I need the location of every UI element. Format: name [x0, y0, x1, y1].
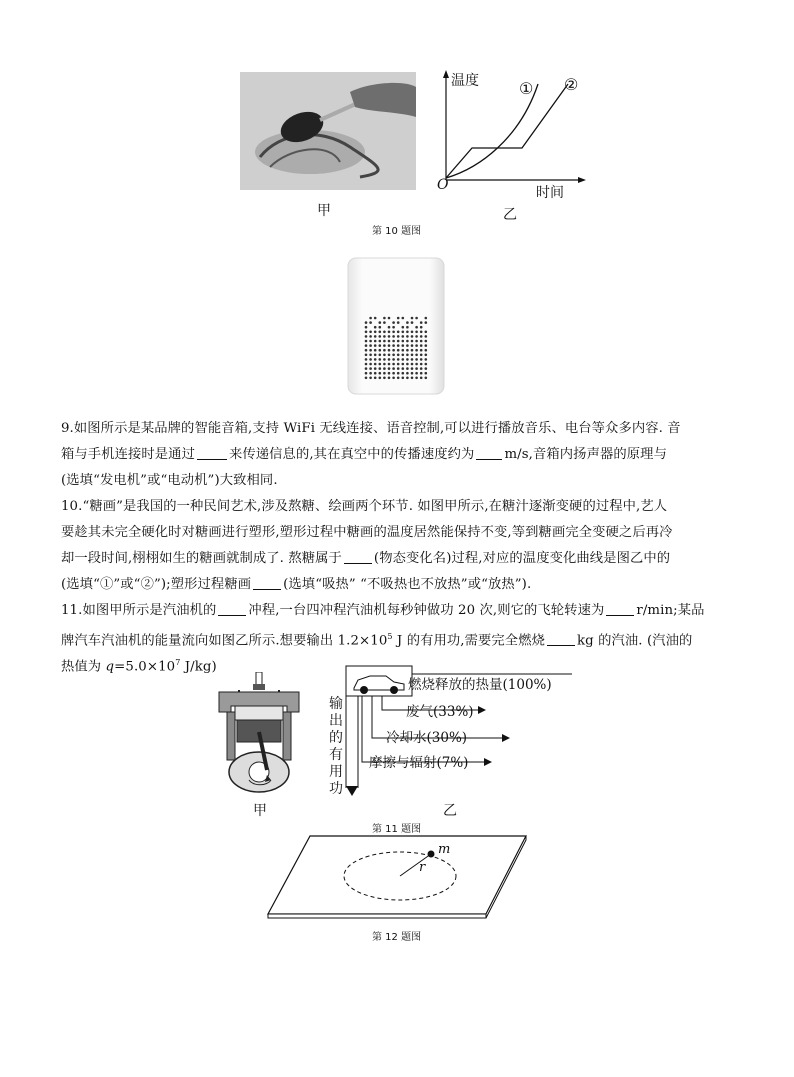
- q11-line1: [61, 598, 741, 624]
- curve-1-label: ①: [519, 79, 534, 98]
- q10-text-1: 10.“糖画”是我国的一种民间艺术,涉及熬糖、绘画两个环节. 如图甲所示,在糖汁逐渐变硬的过程中,艺人: [61, 499, 668, 514]
- q11-q-symbol: q: [105, 659, 115, 675]
- q10-line1: [61, 494, 741, 520]
- curve-2: [446, 84, 568, 178]
- smart-speaker-image: [346, 256, 446, 396]
- output-char: 功: [329, 781, 343, 797]
- axis-y-label: 温度: [451, 73, 479, 89]
- q9-line2: [61, 442, 741, 468]
- q11-exp-7: 7: [175, 658, 181, 667]
- fig10-yi-label: 乙: [503, 207, 517, 223]
- q11-text-2a: 牌汽车汽油机的能量流向如图乙所示.想要输出 1.2×10: [61, 633, 388, 649]
- cooling-label: 冷却水(30%): [386, 730, 468, 746]
- q11-text-2b: J 的有用功,需要完全燃烧: [392, 633, 545, 649]
- mass-label: m: [438, 842, 451, 857]
- q9-text-2a: 箱与手机连接时是通过: [61, 447, 195, 462]
- burn-heat-label: 燃烧释放的热量(100%): [408, 677, 552, 693]
- answer-blank[interactable]: [606, 602, 634, 616]
- q10-text-3a: 却一段时间,栩栩如生的糖画就制成了. 熬糖属于: [61, 551, 342, 566]
- table-edge: [268, 914, 486, 918]
- friction-label: 摩擦与辐射(7%): [369, 755, 469, 771]
- q11-text-1a: 11.如图甲所示是汽油机的: [61, 603, 217, 618]
- q9-text-2b: 来传递信息的,其在真空中的传播速度约为: [228, 447, 475, 462]
- output-arrow: [346, 786, 358, 796]
- q10-text-2: 要趁其未完全硬化时对糖画进行塑形,塑形过程中糖画的温度居然能保持不变,等到糖画完全变硬之后再冷: [61, 525, 673, 540]
- output-char: 有: [329, 747, 343, 763]
- candy-painting-photo: [240, 72, 416, 190]
- q11-text-3a: 热值为: [61, 659, 106, 675]
- q11-text-1c: r/min;某品: [636, 603, 705, 618]
- origin-label: O: [437, 177, 449, 193]
- q11-exp-5: 5: [387, 632, 393, 641]
- table-surface: [268, 836, 526, 914]
- q9-line1: [61, 416, 741, 442]
- q11-text-3c: J/kg): [180, 659, 217, 675]
- q11-text-2c: kg 的汽油. (汽油的: [577, 633, 693, 649]
- q11-text-1b: 冲程,一台四冲程汽油机每秒钟做功 20 次,则它的飞轮转速为: [248, 603, 605, 618]
- q10-text-3b: (物态变化名)过程,对应的温度变化曲线是图乙中的: [373, 551, 671, 566]
- answer-blank[interactable]: [547, 632, 575, 646]
- answer-blank[interactable]: [476, 446, 502, 460]
- q9-text-2c: m/s,音箱内扬声器的原理与: [504, 447, 667, 462]
- curve-1: [446, 84, 538, 178]
- q11-text-3b: =5.0×10: [114, 659, 176, 675]
- answer-blank[interactable]: [253, 576, 281, 590]
- exhaust-label: 废气(33%): [406, 704, 474, 720]
- output-char: 的: [329, 730, 343, 746]
- gasoline-engine-diagram: [215, 672, 305, 797]
- output-work-label: [329, 696, 345, 798]
- answer-blank[interactable]: [197, 446, 227, 460]
- q9-line3: [61, 468, 741, 494]
- x-axis-arrow: [578, 177, 586, 183]
- q9-text-1: 9.如图所示是某品牌的智能音箱,支持 WiFi 无线连接、语音控制,可以进行播放音乐、电台等众多内容. 音: [61, 421, 681, 436]
- q10-text-4a: (选填“①”或“②”);塑形过程糖画: [61, 577, 252, 592]
- axis-x-label: 时间: [536, 185, 564, 201]
- fig11-jia-label: 甲: [253, 803, 267, 819]
- answer-blank[interactable]: [344, 550, 372, 564]
- q9-text-3: (选填“发电机”或“电动机”)大致相同.: [61, 473, 278, 488]
- y-axis-arrow: [443, 70, 449, 78]
- curve-2-label: ②: [564, 75, 579, 94]
- candy-painting-illustration: [240, 72, 416, 190]
- q10-text-4b: (选填“吸热” “不吸热也不放热”或“放热”).: [283, 577, 532, 592]
- fig11-caption: 第 11 题图: [372, 824, 422, 835]
- answer-blank[interactable]: [218, 602, 246, 616]
- q10-line4: [61, 572, 741, 598]
- q10-line3: [61, 546, 741, 572]
- radius-label: r: [419, 860, 426, 875]
- output-char: 输: [329, 696, 343, 712]
- mass-point: [428, 851, 435, 858]
- output-char: 用: [329, 764, 343, 780]
- fig10-caption: 第 10 题图: [372, 226, 422, 237]
- circular-motion-diagram: [264, 832, 534, 922]
- fig12-caption: 第 12 题图: [372, 932, 422, 943]
- fig11-yi-label: 乙: [443, 803, 457, 819]
- output-char: 出: [329, 713, 343, 729]
- q10-line2: [61, 520, 741, 546]
- fig10-jia-label: 甲: [317, 203, 331, 219]
